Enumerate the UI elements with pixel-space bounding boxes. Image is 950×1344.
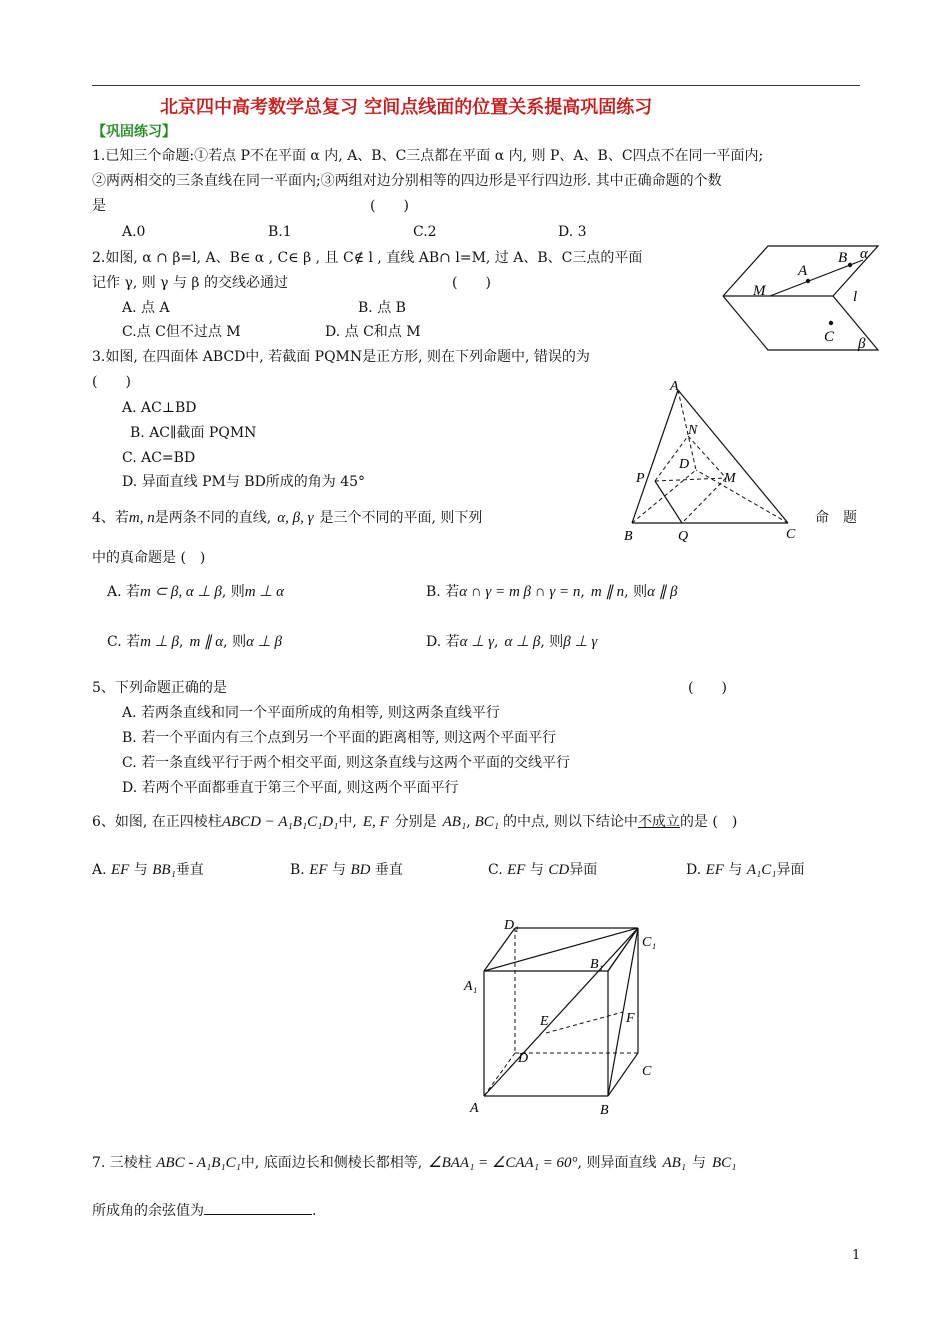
label-a: A bbox=[798, 263, 808, 279]
q4-tail: 命 题 bbox=[815, 510, 857, 526]
label-m: M bbox=[753, 283, 766, 299]
answer-blank[interactable] bbox=[204, 1200, 312, 1215]
tetrahedron-figure bbox=[618, 378, 808, 546]
label-d: D bbox=[679, 457, 690, 472]
prism-figure bbox=[460, 912, 670, 1124]
point-b bbox=[848, 263, 852, 267]
label-alpha: α bbox=[860, 246, 868, 262]
label-f: F bbox=[626, 1011, 635, 1026]
q5-option-c: C. 若一条直线平行于两个相交平面, 则这条直线与这两个平面的交线平行 bbox=[122, 755, 571, 771]
label-d: D bbox=[518, 1051, 529, 1066]
q7-line2: 所成角的余弦值为 . bbox=[92, 1200, 316, 1221]
label-beta: β bbox=[858, 336, 866, 352]
point-c bbox=[829, 321, 833, 325]
q5-option-a: A. 若两条直线和同一个平面所成的角相等, 则这两条直线平行 bbox=[122, 705, 500, 721]
q1-option-c: C.2 bbox=[413, 224, 437, 240]
q1-line1: 1.已知三个命题:①若点 P不在平面 α 内, A、B、C三点都在平面 α 内, 则 P、A、B、C四点不在同一平面内; bbox=[92, 148, 764, 164]
label-p: P bbox=[636, 471, 645, 486]
q6-option-b: B. EF 与 BD 垂直 bbox=[290, 862, 403, 878]
q4-option-a: A. 若m ⊂ β, α ⊥ β, 则m ⊥ α bbox=[107, 584, 284, 600]
q3-option-c: C. AC=BD bbox=[122, 450, 196, 466]
label-d1: D₁ bbox=[504, 918, 519, 933]
label-n: N bbox=[688, 423, 698, 438]
q4-line1: 4、若m, n是两条不同的直线, α, β, γ 是三个不同的平面, 则下列 bbox=[92, 510, 483, 526]
page-title: 北京四中高考数学总复习 空间点线面的位置关系提高巩固练习 bbox=[160, 97, 653, 118]
label-l: l bbox=[853, 289, 858, 305]
label-a: A bbox=[470, 1101, 479, 1116]
q1-option-b: B.1 bbox=[268, 224, 292, 240]
q2-paren: ( ) bbox=[452, 275, 491, 291]
q2-option-c: C.点 C但不过点 M bbox=[122, 324, 241, 340]
q7-line1: 7. 三棱柱 ABC - A₁B₁C₁中, 底面边长和侧棱长都相等, ∠BAA₁ = ∠CAA₁ = 60°, 则异面直线 AB₁ 与 BC₁ bbox=[92, 1155, 737, 1171]
diagonal-ab1-region bbox=[484, 928, 638, 1096]
q5-option-d: D. 若两个平面都垂直于第三个平面, 则这两个平面平行 bbox=[122, 780, 459, 796]
q2-option-d: D. 点 C和点 M bbox=[325, 324, 421, 340]
label-b: B bbox=[624, 529, 633, 544]
q1-line2: ②两两相交的三条直线在同一平面内;③两组对边分别相等的四边形是平行四边形. 其中正确命题的个数 bbox=[92, 173, 722, 189]
q4-lines-mn: m, n bbox=[128, 510, 155, 526]
label-b: B bbox=[600, 1103, 609, 1118]
q5-paren: ( ) bbox=[688, 680, 727, 696]
label-a1: A₁ bbox=[464, 979, 478, 994]
q3-option-a: A. AC⊥BD bbox=[122, 400, 197, 416]
label-e: E bbox=[540, 1014, 549, 1029]
q7-angle: ∠BAA₁ = ∠CAA₁ = 60° bbox=[428, 1155, 578, 1171]
q3-option-d: D. 异面直线 PM与 BD所成的角为 45° bbox=[122, 474, 366, 490]
q4-option-d: D. 若α ⊥ γ, α ⊥ β, 则β ⊥ γ bbox=[426, 634, 598, 650]
q2-line1: 2.如图, α ∩ β=l, A、B∈ α , C∈ β , 且 C∉ l , 直线 AB∩ l=M, 过 A、B、C三点的平面 bbox=[92, 250, 643, 266]
q4-option-b: B. 若α ∩ γ = m β ∩ γ = n, m ∥ n, 则α ∥ β bbox=[426, 584, 678, 600]
q2-line2: 记作 γ, 则 γ 与 β 的交线必通过 bbox=[92, 275, 288, 291]
q4-planes: α, β, γ bbox=[277, 510, 314, 526]
label-b1: B₁ bbox=[590, 957, 604, 972]
q5-option-b: B. 若一个平面内有三个点到另一个平面的距离相等, 则这两个平面平行 bbox=[122, 730, 557, 746]
header-rule bbox=[92, 85, 860, 86]
label-c1: C₁ bbox=[642, 935, 657, 950]
q2-option-b: B. 点 B bbox=[358, 300, 406, 316]
point-a bbox=[806, 279, 810, 283]
section-label: 【巩固练习】 bbox=[92, 124, 176, 140]
q3-option-b: B. AC∥截面 PQMN bbox=[130, 425, 257, 441]
page-number: 1 bbox=[852, 1248, 861, 1263]
q1-option-d: D. 3 bbox=[558, 224, 587, 240]
q4-option-c: C. 若m ⊥ β, m ∥ α, 则α ⊥ β bbox=[107, 634, 282, 650]
q1-line3: 是 bbox=[92, 198, 106, 214]
q4-line2: 中的真命题是 ( ) bbox=[92, 550, 206, 566]
q6-option-a: A. EF 与 BB₁垂直 bbox=[92, 862, 204, 878]
label-q: Q bbox=[678, 529, 689, 544]
q3-line2: ( ) bbox=[92, 374, 131, 390]
label-b: B bbox=[838, 250, 848, 266]
q6-option-d: D. EF 与 A₁C₁异面 bbox=[686, 862, 805, 878]
q6-line1: 6、如图, 在正四棱柱ABCD − A₁B₁C₁D₁中, E, F 分别是 AB₁, BC₁ 的中点, 则以下结论中不成立的是 ( ) bbox=[92, 814, 738, 830]
planes-figure bbox=[718, 238, 888, 358]
q5-line1: 5、下列命题正确的是 bbox=[92, 680, 227, 696]
q6-option-c: C. EF 与 CD异面 bbox=[488, 862, 598, 878]
label-a: A bbox=[670, 379, 679, 394]
q6-emphasis: 不成立 bbox=[637, 814, 680, 830]
q2-option-a: A. 点 A bbox=[122, 300, 170, 316]
q1-paren: ( ) bbox=[370, 198, 409, 214]
q6-prism: ABCD − A₁B₁C₁D₁ bbox=[221, 814, 339, 830]
label-c: C bbox=[642, 1064, 652, 1079]
q7-prism: ABC - A₁B₁C₁ bbox=[156, 1155, 241, 1171]
q3-line1: 3.如图, 在四面体 ABCD中, 若截面 PQMN是正方形, 则在下列命题中, 错误的为 bbox=[92, 349, 590, 365]
label-c: C bbox=[786, 527, 796, 542]
label-c: C bbox=[824, 329, 835, 345]
label-m: M bbox=[724, 471, 736, 486]
q1-option-a: A.0 bbox=[122, 224, 146, 240]
